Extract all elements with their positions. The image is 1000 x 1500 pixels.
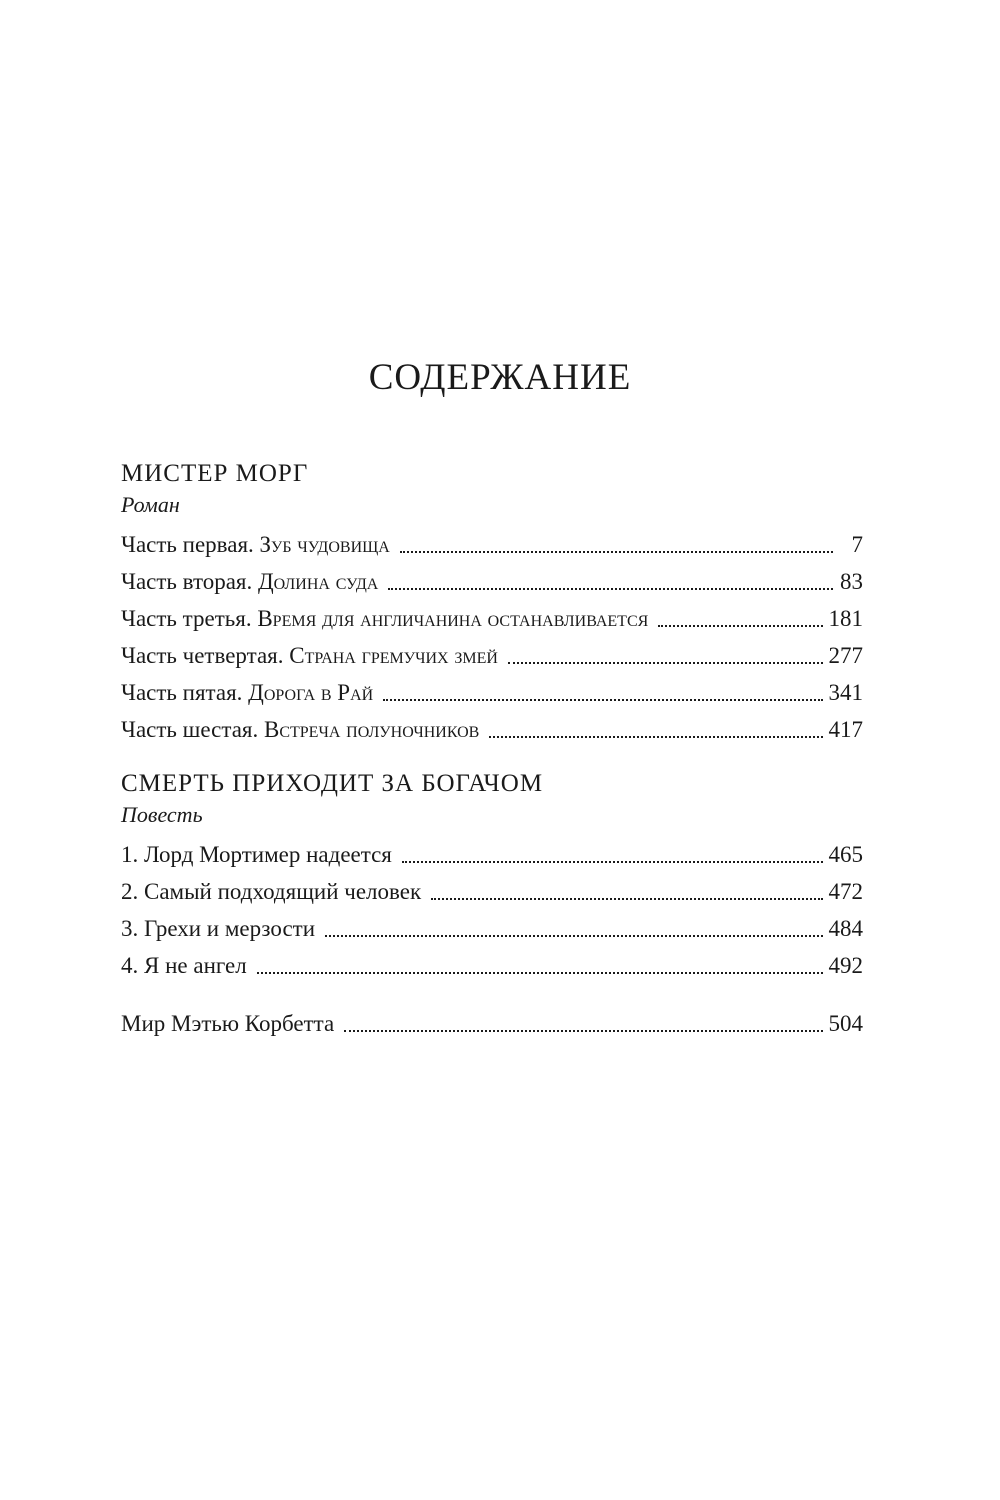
leader-dots (402, 861, 823, 863)
toc-entry[interactable] (121, 836, 863, 873)
toc-entry[interactable] (121, 711, 863, 748)
leader-dots (325, 935, 822, 937)
toc-entry[interactable] (121, 873, 863, 910)
toc-appendix (121, 1005, 863, 1042)
page-number: 83 (840, 569, 863, 594)
page-number: 417 (828, 717, 863, 742)
section-subtitle: Роман (121, 492, 180, 517)
toc-entry[interactable] (121, 910, 863, 947)
leader-dots (400, 551, 833, 553)
entry-title: Зуб чудовища (259, 532, 390, 557)
leader-dots (257, 972, 823, 974)
entry-title: Время для англичанина останавливается (257, 606, 649, 631)
page-number: 341 (828, 680, 863, 705)
page-number: 504 (828, 1011, 863, 1036)
section-subtitle: Повесть (121, 802, 203, 827)
entry-title: Дорога в Рай (248, 680, 374, 705)
toc-entry[interactable] (121, 1005, 863, 1042)
entry-title: 1. Лорд Мортимер надеется (121, 842, 392, 867)
toc-entry[interactable] (121, 637, 863, 674)
entry-part: Часть первая. (121, 532, 254, 557)
leader-dots (489, 736, 822, 738)
entry-part: Часть четвертая. (121, 643, 284, 668)
leader-dots (383, 699, 822, 701)
page-title: СОДЕРЖАНИЕ (368, 357, 632, 398)
entry-title: Мир Мэтью Корбетта (121, 1011, 335, 1036)
entry-title: 2. Самый подходящий человек (121, 879, 422, 904)
toc-entry[interactable] (121, 563, 863, 600)
entry-part: Часть пятая. (121, 680, 243, 705)
entry-title: Долина суда (257, 569, 379, 594)
toc-entry[interactable] (121, 526, 863, 563)
entry-title: Встреча полуночников (263, 717, 480, 742)
leader-dots (508, 662, 823, 664)
entry-title: Страна гремучих змей (289, 643, 498, 668)
page-number: 181 (828, 606, 863, 631)
section-title: МИСТЕР МОРГ (121, 460, 309, 487)
entry-part: Часть шестая. (121, 717, 259, 742)
entry-title: 3. Грехи и мерзости (121, 916, 316, 941)
toc-entry[interactable] (121, 600, 863, 637)
page-number: 465 (828, 842, 863, 867)
section-title: СМЕРТЬ ПРИХОДИТ ЗА БОГАЧОМ (121, 770, 544, 797)
page-number: 492 (828, 953, 863, 978)
page-number: 7 (851, 532, 863, 557)
entry-part: Часть вторая. (121, 569, 253, 594)
page-number: 484 (828, 916, 863, 941)
page-number: 277 (828, 643, 863, 668)
page-number: 472 (828, 879, 863, 904)
leader-dots (658, 625, 822, 627)
toc-section-1 (121, 458, 863, 748)
toc-section-2 (121, 768, 863, 984)
toc-entry[interactable] (121, 947, 863, 984)
leader-dots (344, 1030, 822, 1032)
toc-entry[interactable] (121, 674, 863, 711)
entry-title: 4. Я не ангел (121, 953, 247, 978)
leader-dots (388, 588, 833, 590)
leader-dots (431, 898, 822, 900)
entry-part: Часть третья. (121, 606, 252, 631)
